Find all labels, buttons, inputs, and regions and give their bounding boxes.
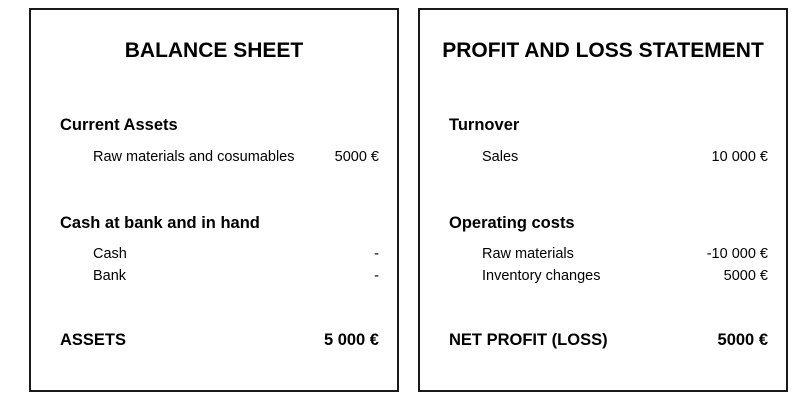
line-item-sales [482,149,768,165]
total-value: 5000 € [717,331,768,349]
line-item-label: Inventory changes [482,268,601,284]
line-item-value: 10 000 € [711,149,768,165]
line-item-value: 5000 € [334,149,379,165]
line-item-value: -10 000 € [706,246,768,262]
line-item-label: Bank [93,268,127,284]
current-assets-heading: Current Assets [60,116,178,134]
line-item-inventory-changes [482,268,768,284]
profit-loss-title: PROFIT AND LOSS STATEMENT [442,39,764,62]
line-item-raw-materials-cost [482,246,768,262]
line-item-value: 5000 € [723,268,768,284]
line-item-bank [93,268,379,284]
line-item-label: Raw materials and cosumables [93,149,295,165]
cash-at-bank-heading: Cash at bank and in hand [60,214,260,232]
total-label: NET PROFIT (LOSS) [449,331,608,349]
turnover-heading: Turnover [449,116,520,134]
net-profit-row [449,331,768,350]
line-item-raw-materials [93,149,379,165]
total-value: 5 000 € [323,331,379,349]
line-item-label: Raw materials [482,246,574,262]
line-item-cash [93,246,379,262]
balance-sheet-title: BALANCE SHEET [124,39,304,62]
line-item-label: Cash [93,246,127,262]
line-item-label: Sales [482,149,519,165]
balance-sheet-panel [29,8,399,392]
profit-loss-panel [418,8,788,392]
total-label: ASSETS [60,331,127,349]
line-item-value: - [374,246,379,262]
operating-costs-heading: Operating costs [449,214,575,232]
line-item-value: - [374,268,379,284]
assets-total-row [60,331,379,350]
